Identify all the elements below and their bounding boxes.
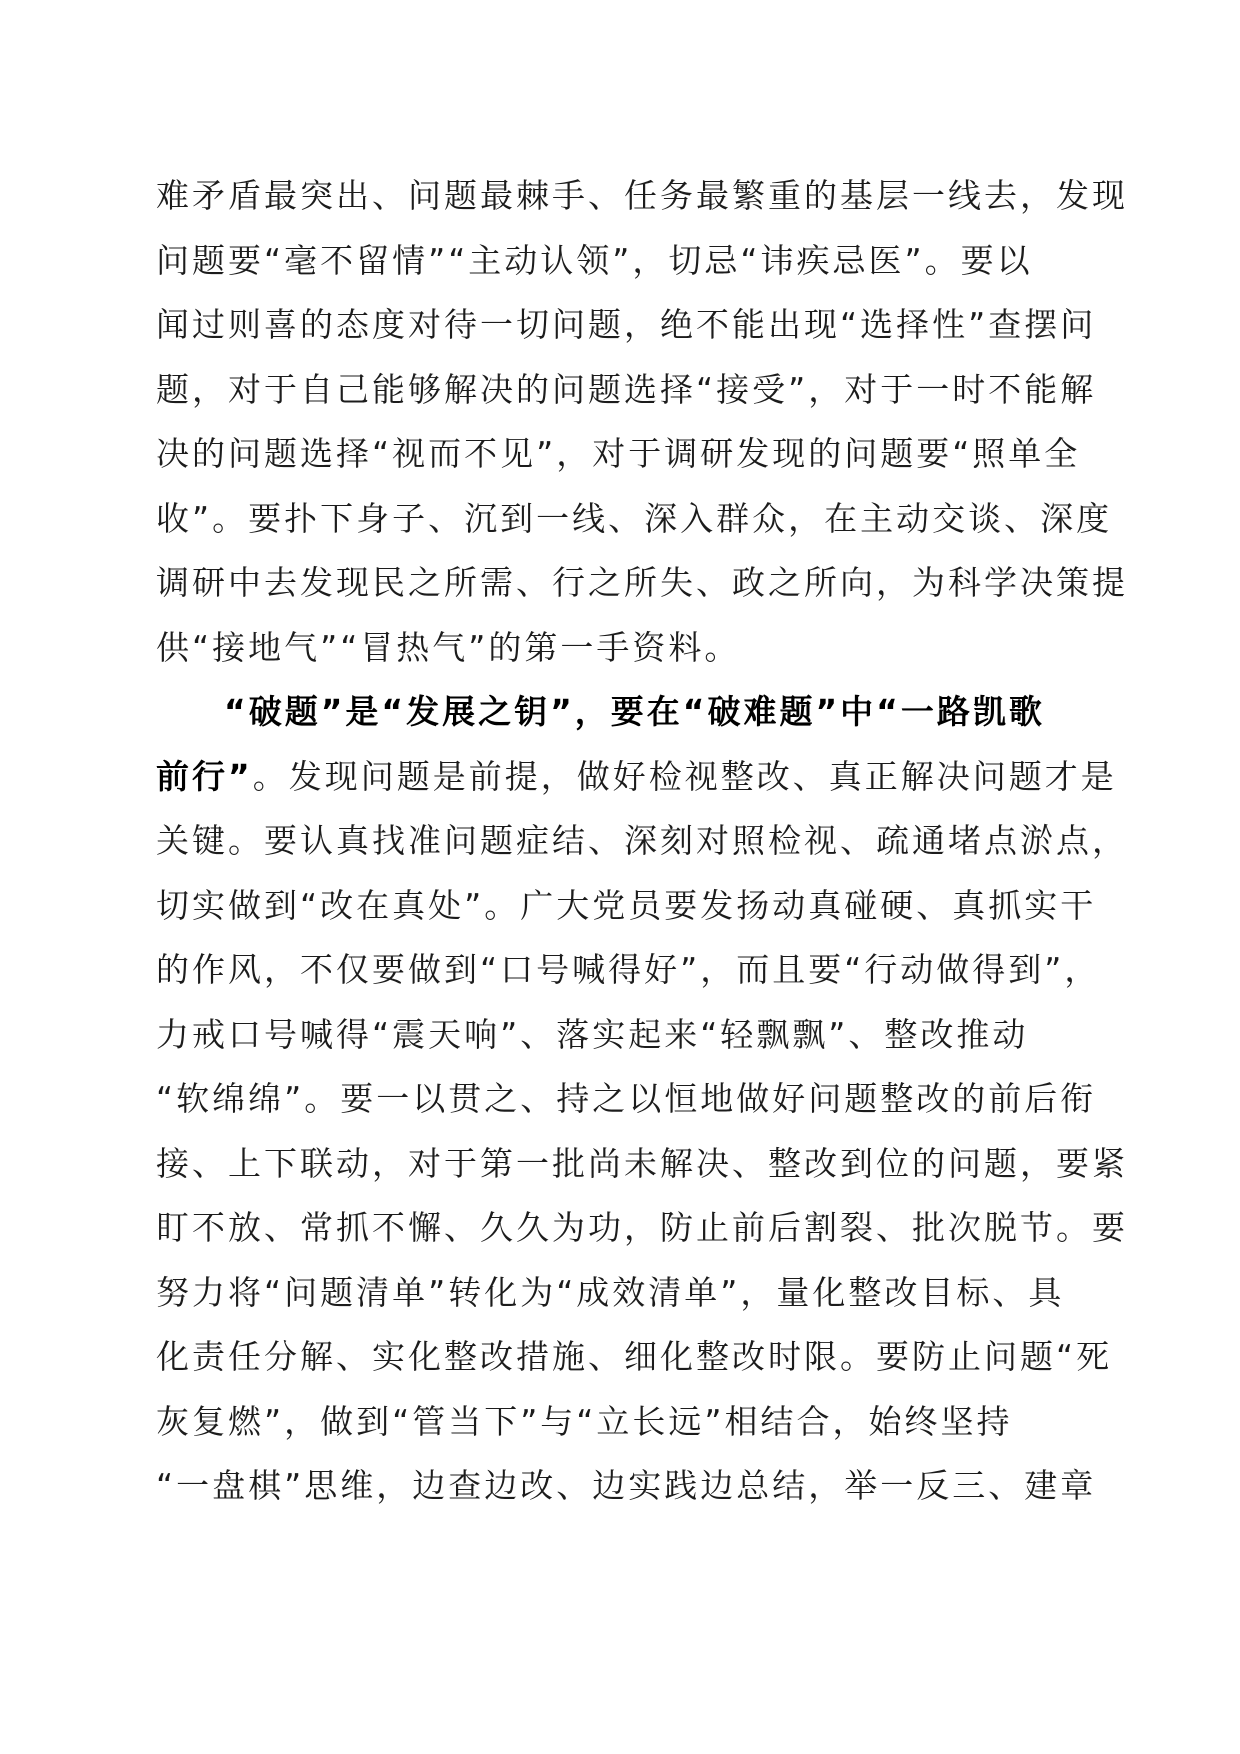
text-line: “软绵绵”。要一以贯之、持之以恒地做好问题整改的前后衔 <box>156 1079 1097 1118</box>
text-line: 的作风，不仅要做到“口号喊得好”，而且要“行动做得到”， <box>156 950 1101 989</box>
paragraph-heading-tail: 前行” <box>156 756 253 796</box>
text-line: 关键。要认真找准问题症结、深刻对照检视、疏通堵点淤点， <box>156 821 1128 860</box>
document-body <box>156 164 1128 1519</box>
text-line: 努力将“问题清单”转化为“成效清单”，量化整改目标、具 <box>156 1272 1065 1312</box>
text-line <box>156 745 1117 810</box>
text-line: 接、上下联动，对于第一批尚未解决、整改到位的问题，要紧 <box>156 1143 1128 1183</box>
text-line: 供“接地气”“冒热气”的第一手资料。 <box>156 627 741 667</box>
text-line: 难矛盾最突出、问题最棘手、任务最繁重的基层一线去，发现 <box>156 176 1128 215</box>
text-line: 题，对于自己能够解决的问题选择“接受”，对于一时不能解 <box>156 369 1097 409</box>
text-line: “一盘棋”思维，边查边改、边实践边总结，举一反三、建章 <box>156 1466 1097 1505</box>
text-line: 化责任分解、实化整改措施、细化整改时限。要防止问题“死 <box>156 1337 1113 1376</box>
text-line: 灰复燃”，做到“管当下”与“立长远”相结合，始终坚持 <box>156 1401 1013 1441</box>
text-line: 盯不放、常抓不懈、久久为功，防止前后割裂、批次脱节。要 <box>156 1208 1128 1247</box>
paragraph-heading-line: “破题”是“发展之钥”，要在“破难题”中“一路凯歌 <box>224 692 1045 731</box>
text-line: 调研中去发现民之所需、行之所失、政之所向，为科学决策提 <box>156 563 1128 602</box>
text-line: 闻过则喜的态度对待一切问题，绝不能出现“选择性”查摆问 <box>156 305 1097 344</box>
paragraph-1 <box>156 164 1128 680</box>
text-line: 切实做到“改在真处”。广大党员要发扬动真碰硬、真抓实干 <box>156 885 1097 925</box>
text-line: 力戒口号喊得“震天响”、落实起来“轻飘飘”、整改推动 <box>156 1014 1029 1054</box>
text-line-rest: 。发现问题是前提，做好检视整改、真正解决问题才是 <box>252 756 1117 796</box>
text-line: 问题要“毫不留情”“主动认领”，切忌“讳疾忌医”。要以 <box>156 240 1033 280</box>
text-line: 决的问题选择“视而不见”，对于调研发现的问题要“照单全 <box>156 434 1081 473</box>
paragraph-2 <box>156 680 1128 1519</box>
text-line: 收”。要扑下身子、沉到一线、深入群众，在主动交谈、深度 <box>156 498 1113 538</box>
